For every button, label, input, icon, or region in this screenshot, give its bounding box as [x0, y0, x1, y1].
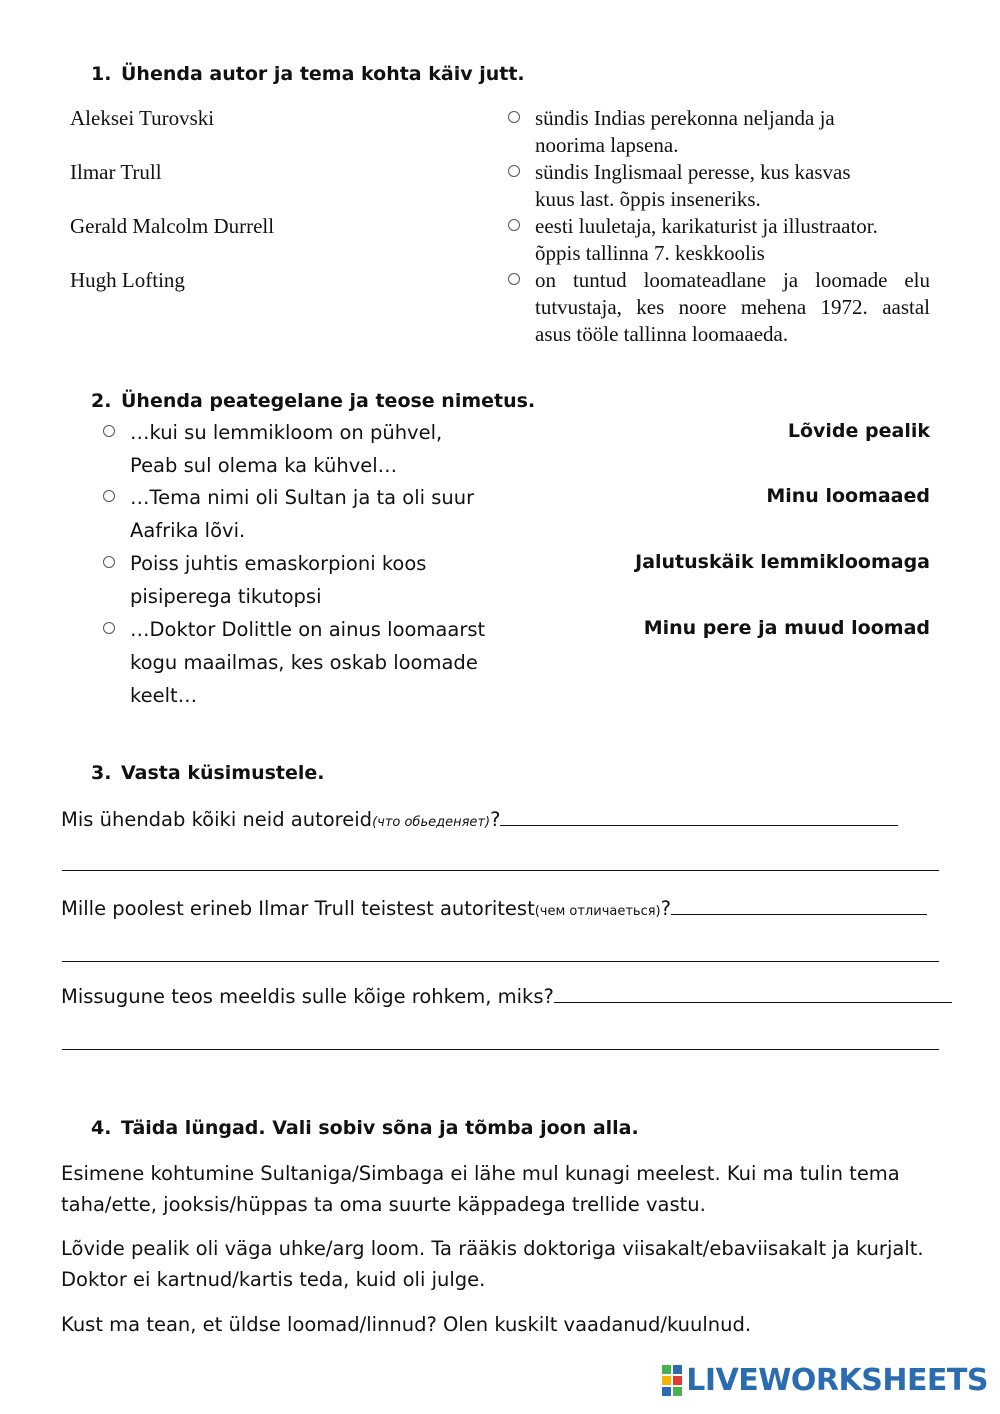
q4-title: Täida lüngad. Vali sobiv sõna ja tõmba joon alla. — [121, 1117, 639, 1139]
q3-answer-1-inline[interactable] — [500, 805, 898, 826]
q1-radio-4[interactable] — [508, 273, 520, 285]
q1-description-3-line-2: õppis tallinna 7. keskkoolis — [535, 241, 765, 265]
q3-heading — [91, 762, 325, 784]
q4-paragraph-3 — [61, 1309, 941, 1340]
q2-quote-1-line-1: …kui su lemmikloom on pühvel, — [130, 421, 443, 444]
q3-question-1-hint: (что обьеденяет) — [372, 815, 491, 830]
q2-heading — [91, 390, 535, 412]
q2-number: 2. — [91, 390, 112, 412]
q2-title: Ühenda peategelane ja teose nimetus. — [121, 390, 536, 412]
q2-quote-4-line-1: …Doktor Dolittle on ainus loomaarst — [130, 618, 486, 641]
q3-answer-1-line[interactable] — [62, 870, 939, 871]
q4-number: 4. — [91, 1117, 112, 1139]
q1-description-1 — [535, 105, 835, 159]
q1-number: 1. — [91, 63, 112, 85]
q1-description-4-line-3: asus tööle tallinna loomaaeda. — [535, 322, 789, 346]
q1-title: Ühenda autor ja tema kohta käiv jutt. — [121, 63, 525, 85]
logo-text: LIVEWORKSHEETS — [686, 1363, 988, 1398]
q1-author-3: Gerald Malcolm Durrell — [70, 214, 275, 238]
q1-radio-1[interactable] — [508, 111, 520, 123]
q4-paragraph-3-line-1: Kust ma tean, et üldse loomad/linnud? Olen kuskilt vaadanud/kuulnud. — [61, 1313, 752, 1336]
q1-description-4 — [535, 267, 930, 348]
q2-radio-3[interactable] — [103, 556, 115, 568]
q2-work-title-3: Jalutuskäik lemmikloomaga — [635, 551, 930, 573]
q1-author-4: Hugh Lofting — [70, 268, 185, 292]
q2-radio-1[interactable] — [103, 425, 115, 437]
q3-question-2-text: Mille poolest erineb Ilmar Trull teistest autoritest — [61, 897, 535, 920]
q1-radio-2[interactable] — [508, 165, 520, 177]
q3-question-3-text: Missugune teos meeldis sulle kõige rohkem, miks? — [61, 985, 554, 1008]
q4-heading — [91, 1117, 639, 1139]
q3-question-2 — [61, 894, 927, 925]
q3-answer-2-line[interactable] — [62, 961, 939, 962]
q1-heading — [91, 63, 525, 85]
q2-quote-4-line-2: kogu maailmas, kes oskab loomade — [130, 651, 478, 674]
q2-radio-4[interactable] — [103, 622, 115, 634]
q2-quote-4-line-3: keelt… — [130, 684, 198, 707]
q2-quote-2-line-1: …Tema nimi oli Sultan ja ta oli suur — [130, 486, 475, 509]
q1-description-3-line-1: eesti luuletaja, karikaturist ja illustraator. — [535, 214, 878, 238]
q1-radio-3[interactable] — [508, 219, 520, 231]
q1-description-3 — [535, 213, 878, 267]
q3-answer-3-inline[interactable] — [554, 982, 952, 1003]
q2-quote-1 — [130, 416, 442, 482]
q3-number: 3. — [91, 762, 112, 784]
q4-paragraph-1-line-2: taha/ette, jooksis/hüppas ta oma suurte käppadega trellide vastu. — [61, 1193, 706, 1216]
q3-question-1 — [61, 805, 898, 836]
q4-paragraph-1 — [61, 1158, 941, 1220]
q1-description-1-line-2: noorima lapsena. — [535, 133, 679, 157]
q3-question-1-text: Mis ühendab kõiki neid autoreid — [61, 808, 373, 831]
q2-quote-2-line-2: Aafrika lõvi. — [130, 519, 246, 542]
q1-description-2-line-1: sündis Inglismaal peresse, kus kasvas — [535, 160, 851, 184]
q3-answer-3-line[interactable] — [62, 1049, 939, 1050]
q2-quote-1-line-2: Peab sul olema ka kühvel… — [130, 454, 398, 477]
q2-quote-2 — [130, 481, 474, 547]
q3-answer-2-inline[interactable] — [671, 894, 927, 915]
q2-quote-3-line-1: Poiss juhtis emaskorpioni koos — [130, 552, 427, 575]
q2-work-title-4: Minu pere ja muud loomad — [643, 617, 930, 639]
q2-work-title-1: Lõvide pealik — [787, 420, 930, 442]
q4-paragraph-1-line-1: Esimene kohtumine Sultaniga/Simbaga ei lähe mul kunagi meelest. Kui ma tulin tema — [61, 1162, 900, 1185]
q3-question-3 — [61, 982, 952, 1010]
q2-quote-4 — [130, 613, 485, 712]
q2-quote-3 — [130, 547, 426, 613]
q2-quote-3-line-2: pisiperega tikutopsi — [130, 585, 322, 608]
q1-description-4-line-2: tutvustaja, kes noore mehena 1972. aastal — [535, 295, 930, 319]
q1-description-1-line-1: sündis Indias perekonna neljanda ja — [535, 106, 835, 130]
q1-description-2-line-2: kuus last. õppis inseneriks. — [535, 187, 761, 211]
q1-description-4-line-1: on tuntud loomateadlane ja loomade elu — [535, 268, 930, 292]
q2-radio-2[interactable] — [103, 490, 115, 502]
q3-question-2-mark: ? — [660, 897, 671, 920]
q3-question-2-hint: (чем отличаеться) — [534, 904, 661, 919]
q1-description-2 — [535, 159, 851, 213]
q3-title: Vasta küsimustele. — [121, 762, 325, 784]
q4-paragraph-2-line-2: Doktor ei kartnud/kartis teda, kuid oli julge. — [61, 1268, 486, 1291]
q1-author-2: Ilmar Trull — [70, 160, 162, 184]
q4-paragraph-2-line-1: Lõvide pealik oli väga uhke/arg loom. Ta rääkis doktoriga viisakalt/ebaviisakalt ja kurjalt. — [61, 1237, 924, 1260]
q2-work-title-2: Minu loomaaed — [766, 485, 930, 507]
q3-question-1-mark: ? — [490, 808, 501, 831]
q4-paragraph-2 — [61, 1233, 941, 1295]
logo-mark-icon — [662, 1365, 682, 1396]
q1-author-1: Aleksei Turovski — [70, 106, 215, 130]
liveworksheets-logo[interactable] — [662, 1363, 988, 1398]
